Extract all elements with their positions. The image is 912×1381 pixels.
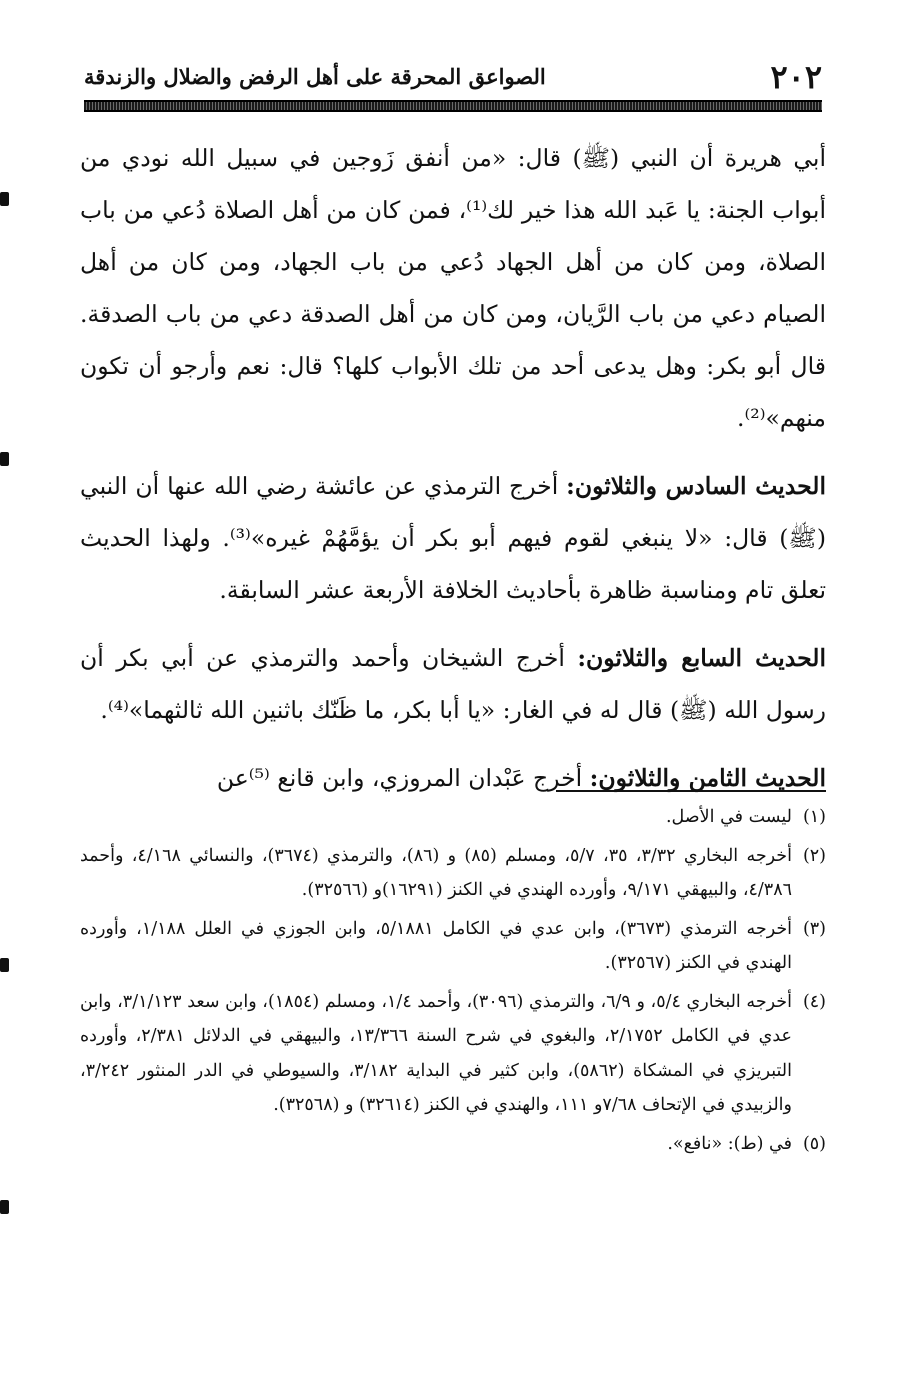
page-header (84, 58, 822, 98)
footnote-5 (80, 1127, 826, 1162)
hadith-36-text: أخرج الترمذي عن عائشة رضي الله عنها أن النبي (ﷺ) قال: «لا ينبغي لقوم فيهم أبو بكر أن يؤمَّهُمْ غيره»⁽³⁾. ولهذا الحديث تعلق تام ومناسبة ظاهرة بأحاديث الخلافة الأربعة عشر السابقة. (80, 472, 826, 604)
paragraph-hadith-38 (80, 752, 826, 804)
paragraph-hadith-37 (80, 632, 826, 736)
footnote-number: (٤) (802, 991, 826, 1012)
paragraph-hadith-36 (80, 460, 826, 616)
main-text (80, 132, 826, 820)
footnote-4 (80, 985, 826, 1123)
hadith-38-heading: الحديث الثامن والثلاثون: (589, 764, 826, 792)
hadith-38-text: أخرج عَبْدان المروزي، وابن قانع ⁽⁵⁾عن (216, 764, 590, 792)
header-rule (84, 100, 822, 112)
footnote-text: أخرجه البخاري ٥/٤، و ٦/٩، والترمذي (٣٠٩٦)، وأحمد ١/٤، ومسلم (١٨٥٤)، وابن سعد ٣/١/١٢٣، وابن عدي في الكامل ٢/١٧٥٢، والبغوي في شرح السنة ١٣/٣٦٦، والبيهقي في الدلائل ٢/٣٨١، وأورده التبريزي في المشكاة (٥٨٦٢)، وابن كثير في البداية ٣/١٨٢، والسيوطي في الدر المنثور ٣/٢٤٢، والزبيدي في الإتحاف ٧/٦٨و ١١١، والهندي في الكنز (٣٢٦١٤) و (٣٢٥٦٨). (80, 991, 793, 1115)
footnote-text: ليست في الأصل. (665, 807, 792, 827)
footnote-number: (١) (802, 807, 826, 827)
hadith-37-heading: الحديث السابع والثلاثون: (577, 644, 826, 672)
page-number: ٢٠٢ (770, 58, 822, 96)
footnote-2 (80, 839, 826, 908)
scan-edge-mark (0, 1200, 9, 1214)
scan-edge-mark (0, 958, 9, 972)
hadith-37-text: أخرج الشيخان وأحمد والترمذي عن أبي بكر أن رسول الله (ﷺ) قال له في الغار: «يا أبا بكر، ما ظَنّك باثنين الله ثالثهما»⁽⁴⁾. (80, 644, 826, 724)
scan-edge-mark (0, 192, 9, 206)
footnote-separator (556, 790, 826, 792)
footnote-number: (٣) (802, 918, 826, 939)
paragraph-hadith-35-continuation: أبي هريرة أن النبي (ﷺ) قال: «من أنفق زَوجين في سبيل الله نودي من أبواب الجنة: يا عَبد الله هذا خير لك⁽¹⁾، فمن كان من أهل الصلاة دُعي من باب الصلاة، ومن كان من أهل الجهاد دُعي من باب الجهاد، ومن كان من أهل الصيام دعي من باب الرَّيان، ومن كان من أهل الصدقة دعي من باب الصدقة. قال أبو بكر: وهل يدعى أحد من تلك الأبواب كلها؟ قال: نعم وأرجو أن تكون منهم»⁽²⁾. (80, 144, 826, 432)
footnote-text: أخرجه الترمذي (٣٦٧٣)، وابن عدي في الكامل ٥/١٨٨١، وابن الجوزي في العلل ١/١٨٨، وأورده الهندي في الكنز (٣٢٥٦٧). (80, 918, 793, 973)
footnote-1 (80, 800, 826, 835)
footnote-number: (٢) (802, 845, 826, 866)
running-title: الصواعق المحرقة على أهل الرفض والضلال والزندقة (84, 64, 546, 89)
footnote-text: في (ط): «نافع». (667, 1133, 792, 1154)
hadith-36-heading: الحديث السادس والثلاثون: (566, 472, 826, 500)
scan-edge-mark (0, 452, 9, 466)
footnote-3 (80, 912, 826, 981)
footnote-text: أخرجه البخاري ٣/٣٢، ٣٥، ٥/٧، ومسلم (٨٥) و (٨٦)، والترمذي (٣٦٧٤)، والنسائي ٤/١٦٨، وأحمد ٤/٣٨٦، والبيهقي ٩/١٧١، وأورده الهندي في الكنز (١٦٢٩١)و (٣٢٥٦٦). (80, 845, 792, 900)
footnote-number: (٥) (802, 1133, 826, 1154)
footnotes (80, 800, 826, 1165)
